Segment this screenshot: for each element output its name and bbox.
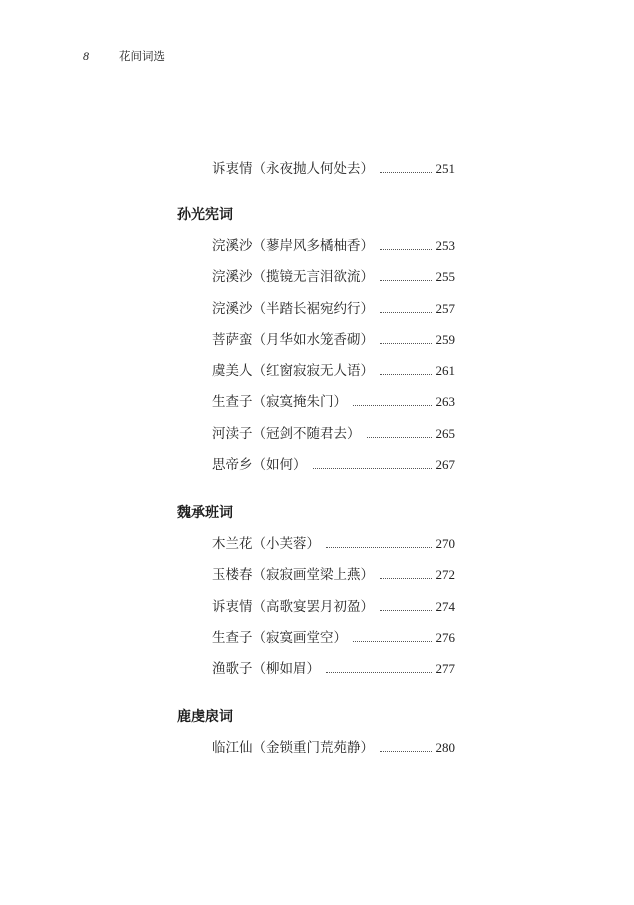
toc-entry[interactable] (212, 658, 455, 680)
entry-page-number: 272 (435, 567, 455, 583)
entry-title: 诉衷情（高歌宴罢月初盈） (212, 598, 374, 615)
dot-leader (313, 468, 432, 469)
entry-page-number: 270 (435, 536, 455, 552)
section-title: 鹿虔扆词 (177, 709, 233, 726)
entry-title: 河渎子（冠剑不随君去） (212, 425, 361, 442)
dot-leader (380, 249, 432, 250)
entry-title: 菩萨蛮（月华如水笼香砌） (212, 331, 374, 348)
entry-title: 浣溪沙（蓼岸风多橘柚香） (212, 238, 374, 254)
entry-page-number: 261 (435, 363, 455, 379)
dot-leader (380, 610, 432, 611)
entry-page-number: 255 (435, 269, 455, 285)
entry-title: 诉衷情（永夜抛人何处去） (212, 161, 374, 177)
toc-entry[interactable] (212, 564, 455, 586)
entry-page-number: 277 (435, 661, 455, 677)
entry-page-number: 267 (435, 457, 455, 473)
entry-page-number: 257 (435, 300, 455, 316)
entry-title: 浣溪沙（半踏长裾宛约行） (212, 300, 374, 317)
toc-entry[interactable] (212, 596, 455, 618)
page-number: 8 (83, 49, 89, 63)
entry-title: 生查子（寂寞画堂空） (212, 629, 347, 646)
dot-leader (380, 312, 432, 313)
dot-leader (380, 280, 432, 281)
toc-entry[interactable] (212, 454, 455, 476)
toc-section-lu-qianyi (177, 706, 455, 759)
entry-page-number: 259 (435, 331, 455, 347)
entry-title: 生查子（寂寞掩朱门） (212, 394, 347, 411)
toc-section-wei-chengban (177, 502, 455, 680)
entry-title: 临江仙（金锁重门荒苑静） (212, 740, 374, 757)
toc-entry[interactable] (212, 737, 455, 759)
entry-title: 渔歌子（柳如眉） (212, 661, 320, 678)
table-of-contents (177, 158, 455, 785)
section-title: 魏承班词 (177, 505, 233, 522)
entry-title: 虞美人（红窗寂寂无人语） (212, 363, 374, 380)
entry-page-number: 253 (435, 238, 455, 253)
dot-leader (326, 672, 432, 673)
toc-entry[interactable] (212, 266, 455, 288)
entry-page-number: 265 (435, 425, 455, 441)
toc-entry[interactable] (212, 533, 455, 555)
toc-section-sun-guangxian (177, 204, 455, 476)
dot-leader (353, 641, 432, 642)
entry-title: 思帝乡（如何） (212, 457, 307, 474)
toc-entry[interactable] (212, 391, 455, 413)
entry-title: 木兰花（小芙蓉） (212, 536, 320, 553)
book-title: 花间词选 (119, 49, 165, 63)
entry-page-number: 251 (435, 161, 455, 176)
toc-entry[interactable] (212, 360, 455, 382)
page-header (83, 48, 165, 64)
entry-page-number: 274 (435, 598, 455, 614)
entry-title: 浣溪沙（揽镜无言泪欲流） (212, 269, 374, 286)
entry-page-number: 280 (435, 740, 455, 756)
toc-entry[interactable] (212, 627, 455, 649)
toc-entry[interactable] (212, 329, 455, 351)
dot-leader (367, 437, 432, 438)
section-title: 孙光宪词 (177, 207, 233, 223)
dot-leader (380, 374, 432, 375)
toc-entry[interactable] (212, 235, 455, 257)
entry-title: 玉楼春（寂寂画堂梁上燕） (212, 567, 374, 584)
dot-leader (380, 751, 432, 752)
entry-page-number: 263 (435, 394, 455, 410)
dot-leader (326, 547, 432, 548)
dot-leader (380, 578, 432, 579)
toc-section-continued (177, 158, 455, 180)
toc-entry[interactable] (212, 423, 455, 445)
dot-leader (353, 405, 432, 406)
toc-entry[interactable] (212, 298, 455, 320)
dot-leader (380, 172, 432, 173)
entry-page-number: 276 (435, 629, 455, 645)
dot-leader (380, 343, 432, 344)
toc-entry[interactable] (212, 158, 455, 180)
